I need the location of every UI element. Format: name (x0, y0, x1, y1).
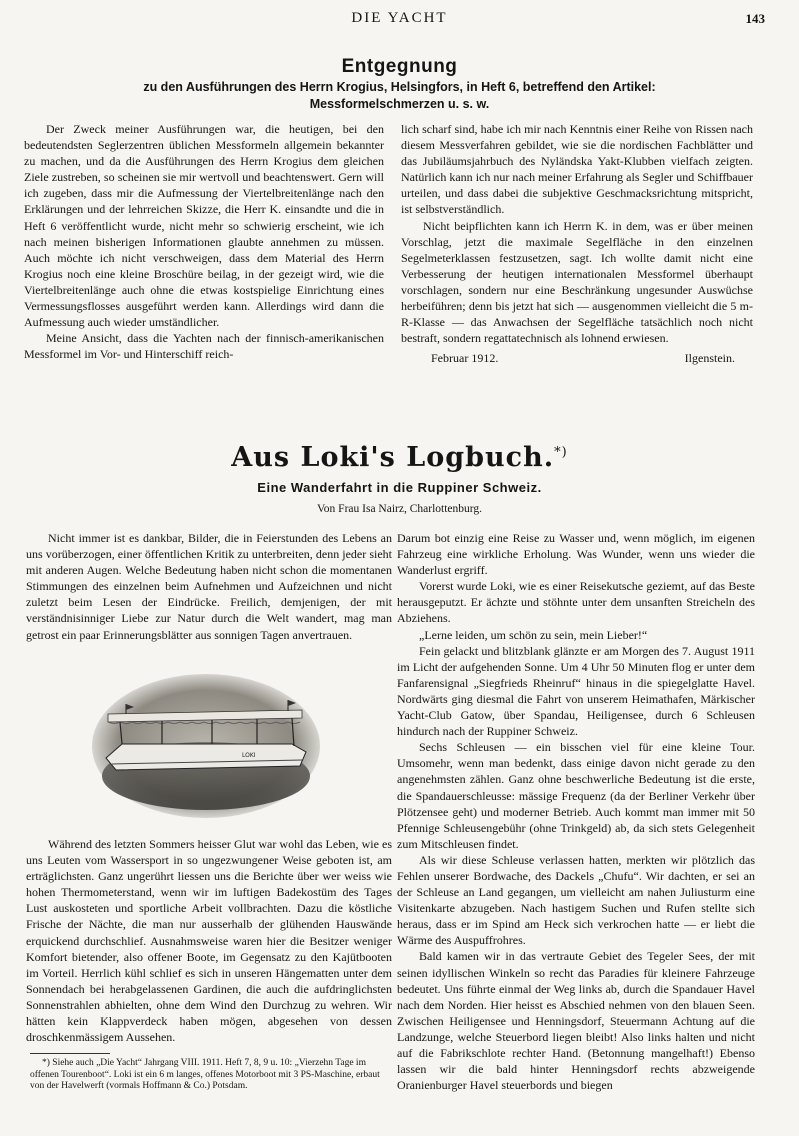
paragraph: lich scharf sind, habe ich mir nach Kenntnis einer Reihe von Rissen nach diesem Messverfahren gebildet, wie sie die nordischen Fachblätter und das Jubiläumsjahrbuch des Nyländska Yakt-Klubben vielfach zeigten. Natürlich kann ich nur nach meiner Erfahrung als Segler und Schiffbauer urteilen, und dass dabei die subjektive Geschmacksrichtung mitspricht, ist selbstverständlich. (401, 122, 753, 217)
footnote-rule (30, 1053, 110, 1054)
article1-subtitle-line1: zu den Ausführungen des Herrn Krogius, Helsingfors, in Heft 6, betreffend den Artikel: (143, 80, 656, 94)
paragraph: Darum bot einzig eine Reise zu Wasser und, wenn möglich, im eigenen Fahrzeug eine wirkliche Erholung. Was Wunder, wenn uns wieder die Wanderlust ergriff. (397, 531, 755, 578)
page-number: 143 (745, 11, 765, 26)
footnote: *) Siehe auch „Die Yacht“ Jahrgang VIII. 1911. Heft 7, 8, 9 u. 10: „Vierzehn Tage im offenen Tourenboot“. Loki ist ein 6 m langes, offenes Motorboot mit 3 PS-Maschine, erbaut von der Havelwerft (vormals Hoffmann & Co.) Potsdam. (30, 1058, 380, 1091)
article2-left-column-bottom (26, 836, 392, 1045)
article2-title (0, 442, 799, 473)
paragraph: Meine Ansicht, dass die Yachten nach der finnisch-amerikanischen Messformel im Vor- und Hinterschiff reich- (24, 331, 384, 362)
paragraph: Nicht beipflichten kann ich Herrn K. in dem, was er über meinen Vorschlag, jetzt die maximale Segelfläche in den einzelnen Segelmeterklassen festzusetzen, sagt. Ich wollte damit nicht eine Verbesserung der heutigen internationalen Messformel überhaupt vorschlagen, sondern nur eine Beschränkung ungesunder Auswüchse herbeiführen; denn bis jetzt hat sich — ausgenommen vielleicht die 5 m-R-Klasse — das Anwachsen der Segelfläche tatsächlich noch nicht bestraft, sondern regattatechnisch als lohnend erwiesen. (401, 218, 753, 346)
article1-subtitle (60, 79, 739, 113)
running-title: DIE YACHT (351, 10, 448, 26)
running-header (26, 10, 773, 30)
article1-subtitle-line2: Messformelschmerzen u. s. w. (309, 97, 490, 111)
footnote-mark: *) (554, 445, 568, 460)
article2-right-column (397, 530, 755, 1093)
paragraph: „Lerne leiden, um schön zu sein, mein Lieber!“ (419, 627, 648, 642)
article1-signature-line (401, 350, 753, 366)
article2-left-column-top (26, 530, 392, 643)
paragraph: Fein gelackt und blitzblank glänzte er am Morgen des 7. August 1911 im Licht der aufgehenden Sonne. Um 4 Uhr 50 Minuten flog er unter dem Fanfarensignal „Siegfrieds Rheinruf“ hinaus in die spiegelglatte Havel. Nordwärts ging diesmal die Fahrt von unserem Heimathafen, Märkischer Yacht-Club Gatow, über Spandau, Heiligensee, durch 6 Schleusen hindurch nach der Ruppiner Schweiz. (397, 643, 755, 739)
paragraph: Als wir diese Schleuse verlassen hatten, merkten wir plötzlich das Fehlen unserer Bordwache, des Dackels „Chufu“. Wir dachten, er sei an der Schleuse an Land gegangen, um vielleicht am nahen Juliusturm eine Visitenkarte abzugeben. Nach hastigem Suchen und Rufen stellte sich heraus, dass er im Spind am Heck sich verkrochen hatte — er liebt die Wärme des Auspuffrohres. (397, 852, 755, 948)
paragraph: Bald kamen wir in das vertraute Gebiet des Tegeler Sees, der mit seinen idyllischen Winkeln so recht das Paradies für kleinere Fahrzeuge bedeutet. Uns führte einmal der Weg links ab, durch die Spandauer Havel nach dem Norden. Hier heisst es Abschied nehmen von den blauen Seen. Zwischen Heiligensee und Henningsdorf, Steuermann Achtung auf die Landzunge, welche Steuerbord liegen bleibt! Also links halten und nicht auf die Fabrikschlote rechter Hand. (Betonnung mangelhaft!) Ebenso lassen wir die bald hinter Henningsdorf rechts abzweigende Oranienburger Havel steuerbords und biegen (397, 949, 755, 1093)
article2-subtitle: Eine Wanderfahrt in die Ruppiner Schweiz. (257, 480, 542, 495)
article1-signature: Ilgenstein. (684, 351, 735, 366)
boat-name-label: LOKI (242, 752, 256, 759)
paragraph: Sechs Schleusen — ein bisschen viel für eine kleine Tour. Umsomehr, wenn man bedenkt, dass einige davon nicht gerade zu den angenehmsten zählen. Ganz ohne beschwerliche Bedeutung ist die erste, die Spandauerschleusse: mässige Frequenz (da der Berliner Verkehr über Plötzensee geht) und moderner Betrieb. Auch kommt man immer mit 50 Pfennige Schleusengebühr (ohne Trinkgeld) ab, da sich stets Gelegenheit zum Mitschleusen findet. (397, 740, 755, 851)
motorboat-photo (92, 674, 320, 818)
article2-title-text: Aus Loki's Logbuch. (231, 442, 555, 473)
paragraph: Der Zweck meiner Ausführungen war, die heutigen, bei den bedeutendsten Seglerzentren üblichen Messformeln allgemein bekannter zu machen, und da die Ausführungen des Herrn Krogius dem gleichen Ziele zustreben, so scheinen sie mir wertvoll und beachtenswert. Gern will ich zugeben, dass mir die Aufmessung der Viertelbreitenlänge nach den Erklärungen und der lehrreichen Skizze, die Herr K. einsandte und die in Heft 6 veröffentlicht wurde, nicht mehr so schwierig erscheint, wie ich nach meinen bisherigen Informationen glaubte annehmen zu müssen. Auch möchte ich nicht verschweigen, dass dem Material des Herrn Krogius noch eine kleine Broschüre beilag, in der gezeigt wird, wie die Viertelbreitenlänge auch ohne die etwas kostspielige Einrichtung eines Vermessungsflosses ausgeführt werden kann. Allerdings wird dann die Aufmessung auch wieder umständlicher. (24, 122, 384, 330)
article2-author: Von Frau Isa Nairz, Charlottenburg. (316, 503, 482, 515)
article1-title: Entgegnung (341, 56, 458, 77)
article1-date: Februar 1912. (431, 351, 499, 366)
paragraph: Vorerst wurde Loki, wie es einer Reisekutsche geziemt, auf das Beste herausgeputzt. Er ächzte und stöhnte unter dem unsanften Streicheln des Abziehens. (397, 579, 755, 626)
article1-right-column (401, 121, 753, 366)
paragraph: Während des letzten Sommers heisser Glut war wohl das Leben, wie es uns Leuten vom Wassersport in so ungezwungener Weise geboten ist, am erträglichsten. Ganz ungerührt liessen uns die Berichte über wer weiss wie hohen Thermometerstand, wenn wir im luftigen Badekostüm des Tages Lust auskosteten und sportliche Arbeit vollbrachten. Dazu die köstliche Frische der Nächte, die man nur ausserhalb der glühenden Hauswände erquickend durchschlief. Ausnahmsweise waren hier die Besitzer weniger Komfort bietender, also offener Boote, im Gegensatz zu den Kajütbooten im Vorteil. Herrlich kühl schlief es sich in unseren Hängematten unter dem Sonnendach bei herabgelassenen Gardinen, die auch die aufdringlichsten Sonnenstrahlen abhielten, ohne dem Wind den Durchzug zu wehren. Wir hätten kein Klappverdeck haben mögen, abgesehen von dessen droschkenmässigem Aussehen. (26, 837, 392, 1045)
paragraph: Nicht immer ist es dankbar, Bilder, die in Feierstunden des Lebens an uns vorüberzogen, einer öffentlichen Kritik zu unterbreiten, denn jeder sieht mit anderen Augen. Welche Bedeutung haben nicht schon die momentanen Stimmungen des einzelnen beim Aufnehmen und Aufzeichnen und nicht zuletzt beim Lesen der Eindrücke. Freilich, demjenigen, der mit verständnisinniger Liebe zur Natur durch die Welt wandert, mag man getrost ein paar Erinnerungsblätter aus sonnigen Tagen anvertrauen. (26, 531, 392, 642)
article1-left-column (24, 121, 384, 362)
